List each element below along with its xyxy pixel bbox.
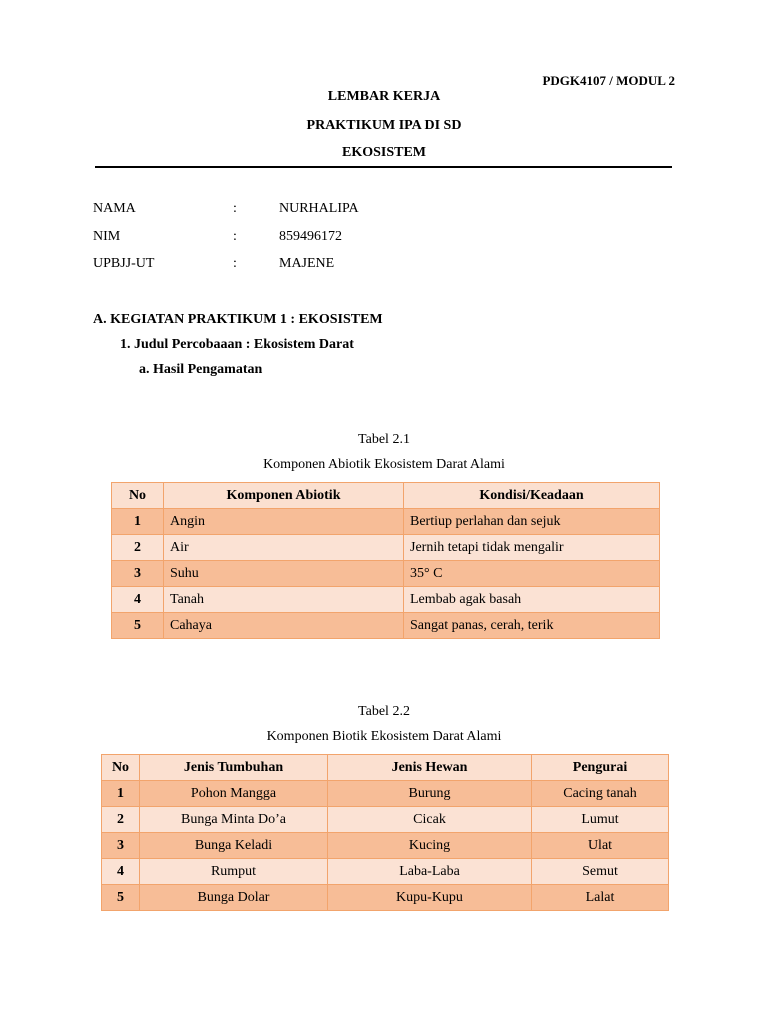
table-row bbox=[112, 509, 660, 535]
abiotic-component: Tanah bbox=[164, 587, 404, 613]
decomposer: Lalat bbox=[532, 885, 669, 911]
animal: Kupu-Kupu bbox=[328, 885, 532, 911]
column-header: Pengurai bbox=[532, 755, 669, 781]
table-row bbox=[102, 885, 669, 911]
decomposer: Ulat bbox=[532, 833, 669, 859]
condition: 35° C bbox=[404, 561, 660, 587]
animal: Kucing bbox=[328, 833, 532, 859]
experiment-title: 1. Judul Percobaaan : Ekosistem Darat bbox=[120, 337, 354, 352]
condition: Lembab agak basah bbox=[404, 587, 660, 613]
column-header: Jenis Hewan bbox=[328, 755, 532, 781]
row-number: 1 bbox=[112, 509, 164, 535]
row-number: 1 bbox=[102, 781, 140, 807]
animal: Laba-Laba bbox=[328, 859, 532, 885]
row-number: 3 bbox=[112, 561, 164, 587]
biotic-table bbox=[101, 754, 669, 911]
table2-caption-title: Komponen Biotik Ekosistem Darat Alami bbox=[266, 729, 502, 744]
course-code: PDGK4107 / MODUL 2 bbox=[542, 73, 675, 88]
identity-value: 859496172 bbox=[279, 229, 342, 244]
column-header: Komponen Abiotik bbox=[164, 483, 404, 509]
decomposer: Lumut bbox=[532, 807, 669, 833]
row-number: 4 bbox=[102, 859, 140, 885]
table-row bbox=[102, 859, 669, 885]
header-divider bbox=[95, 166, 672, 168]
practicum-title: PRAKTIKUM IPA DI SD bbox=[306, 118, 462, 133]
column-header: Kondisi/Keadaan bbox=[404, 483, 660, 509]
table-row bbox=[112, 561, 660, 587]
column-header: Jenis Tumbuhan bbox=[140, 755, 328, 781]
abiotic-component: Air bbox=[164, 535, 404, 561]
condition: Jernih tetapi tidak mengalir bbox=[404, 535, 660, 561]
table1-caption-number: Tabel 2.1 bbox=[358, 432, 410, 447]
row-number: 5 bbox=[102, 885, 140, 911]
table-header-row bbox=[102, 755, 669, 781]
abiotic-component: Angin bbox=[164, 509, 404, 535]
animal: Cicak bbox=[328, 807, 532, 833]
abiotic-component: Cahaya bbox=[164, 613, 404, 639]
plant: Rumput bbox=[140, 859, 328, 885]
table-row bbox=[102, 833, 669, 859]
row-number: 3 bbox=[102, 833, 140, 859]
decomposer: Cacing tanah bbox=[532, 781, 669, 807]
worksheet-title: LEMBAR KERJA bbox=[327, 89, 441, 104]
table-header-row bbox=[112, 483, 660, 509]
identity-colon: : bbox=[233, 201, 237, 216]
animal: Burung bbox=[328, 781, 532, 807]
abiotic-component: Suhu bbox=[164, 561, 404, 587]
condition: Sangat panas, cerah, terik bbox=[404, 613, 660, 639]
row-number: 5 bbox=[112, 613, 164, 639]
identity-colon: : bbox=[233, 256, 237, 271]
observation-heading: a. Hasil Pengamatan bbox=[139, 362, 263, 377]
identity-colon: : bbox=[233, 229, 237, 244]
column-header: No bbox=[102, 755, 140, 781]
condition: Bertiup perlahan dan sejuk bbox=[404, 509, 660, 535]
identity-label: NIM bbox=[93, 229, 121, 244]
identity-value: MAJENE bbox=[279, 256, 335, 271]
table2-caption-number: Tabel 2.2 bbox=[358, 704, 410, 719]
table-row bbox=[102, 781, 669, 807]
identity-value: NURHALIPA bbox=[279, 201, 359, 216]
row-number: 2 bbox=[112, 535, 164, 561]
table-row bbox=[112, 535, 660, 561]
section-a-heading: A. KEGIATAN PRAKTIKUM 1 : EKOSISTEM bbox=[93, 312, 383, 327]
table-row bbox=[112, 587, 660, 613]
plant: Pohon Mangga bbox=[140, 781, 328, 807]
table-row bbox=[112, 613, 660, 639]
table-row bbox=[102, 807, 669, 833]
identity-label: NAMA bbox=[93, 201, 136, 216]
abiotic-table bbox=[111, 482, 660, 639]
row-number: 2 bbox=[102, 807, 140, 833]
decomposer: Semut bbox=[532, 859, 669, 885]
plant: Bunga Minta Do’a bbox=[140, 807, 328, 833]
table1-caption-title: Komponen Abiotik Ekosistem Darat Alami bbox=[263, 457, 505, 472]
row-number: 4 bbox=[112, 587, 164, 613]
plant: Bunga Dolar bbox=[140, 885, 328, 911]
topic-title: EKOSISTEM bbox=[341, 145, 427, 160]
column-header: No bbox=[112, 483, 164, 509]
plant: Bunga Keladi bbox=[140, 833, 328, 859]
identity-label: UPBJJ-UT bbox=[93, 256, 155, 271]
